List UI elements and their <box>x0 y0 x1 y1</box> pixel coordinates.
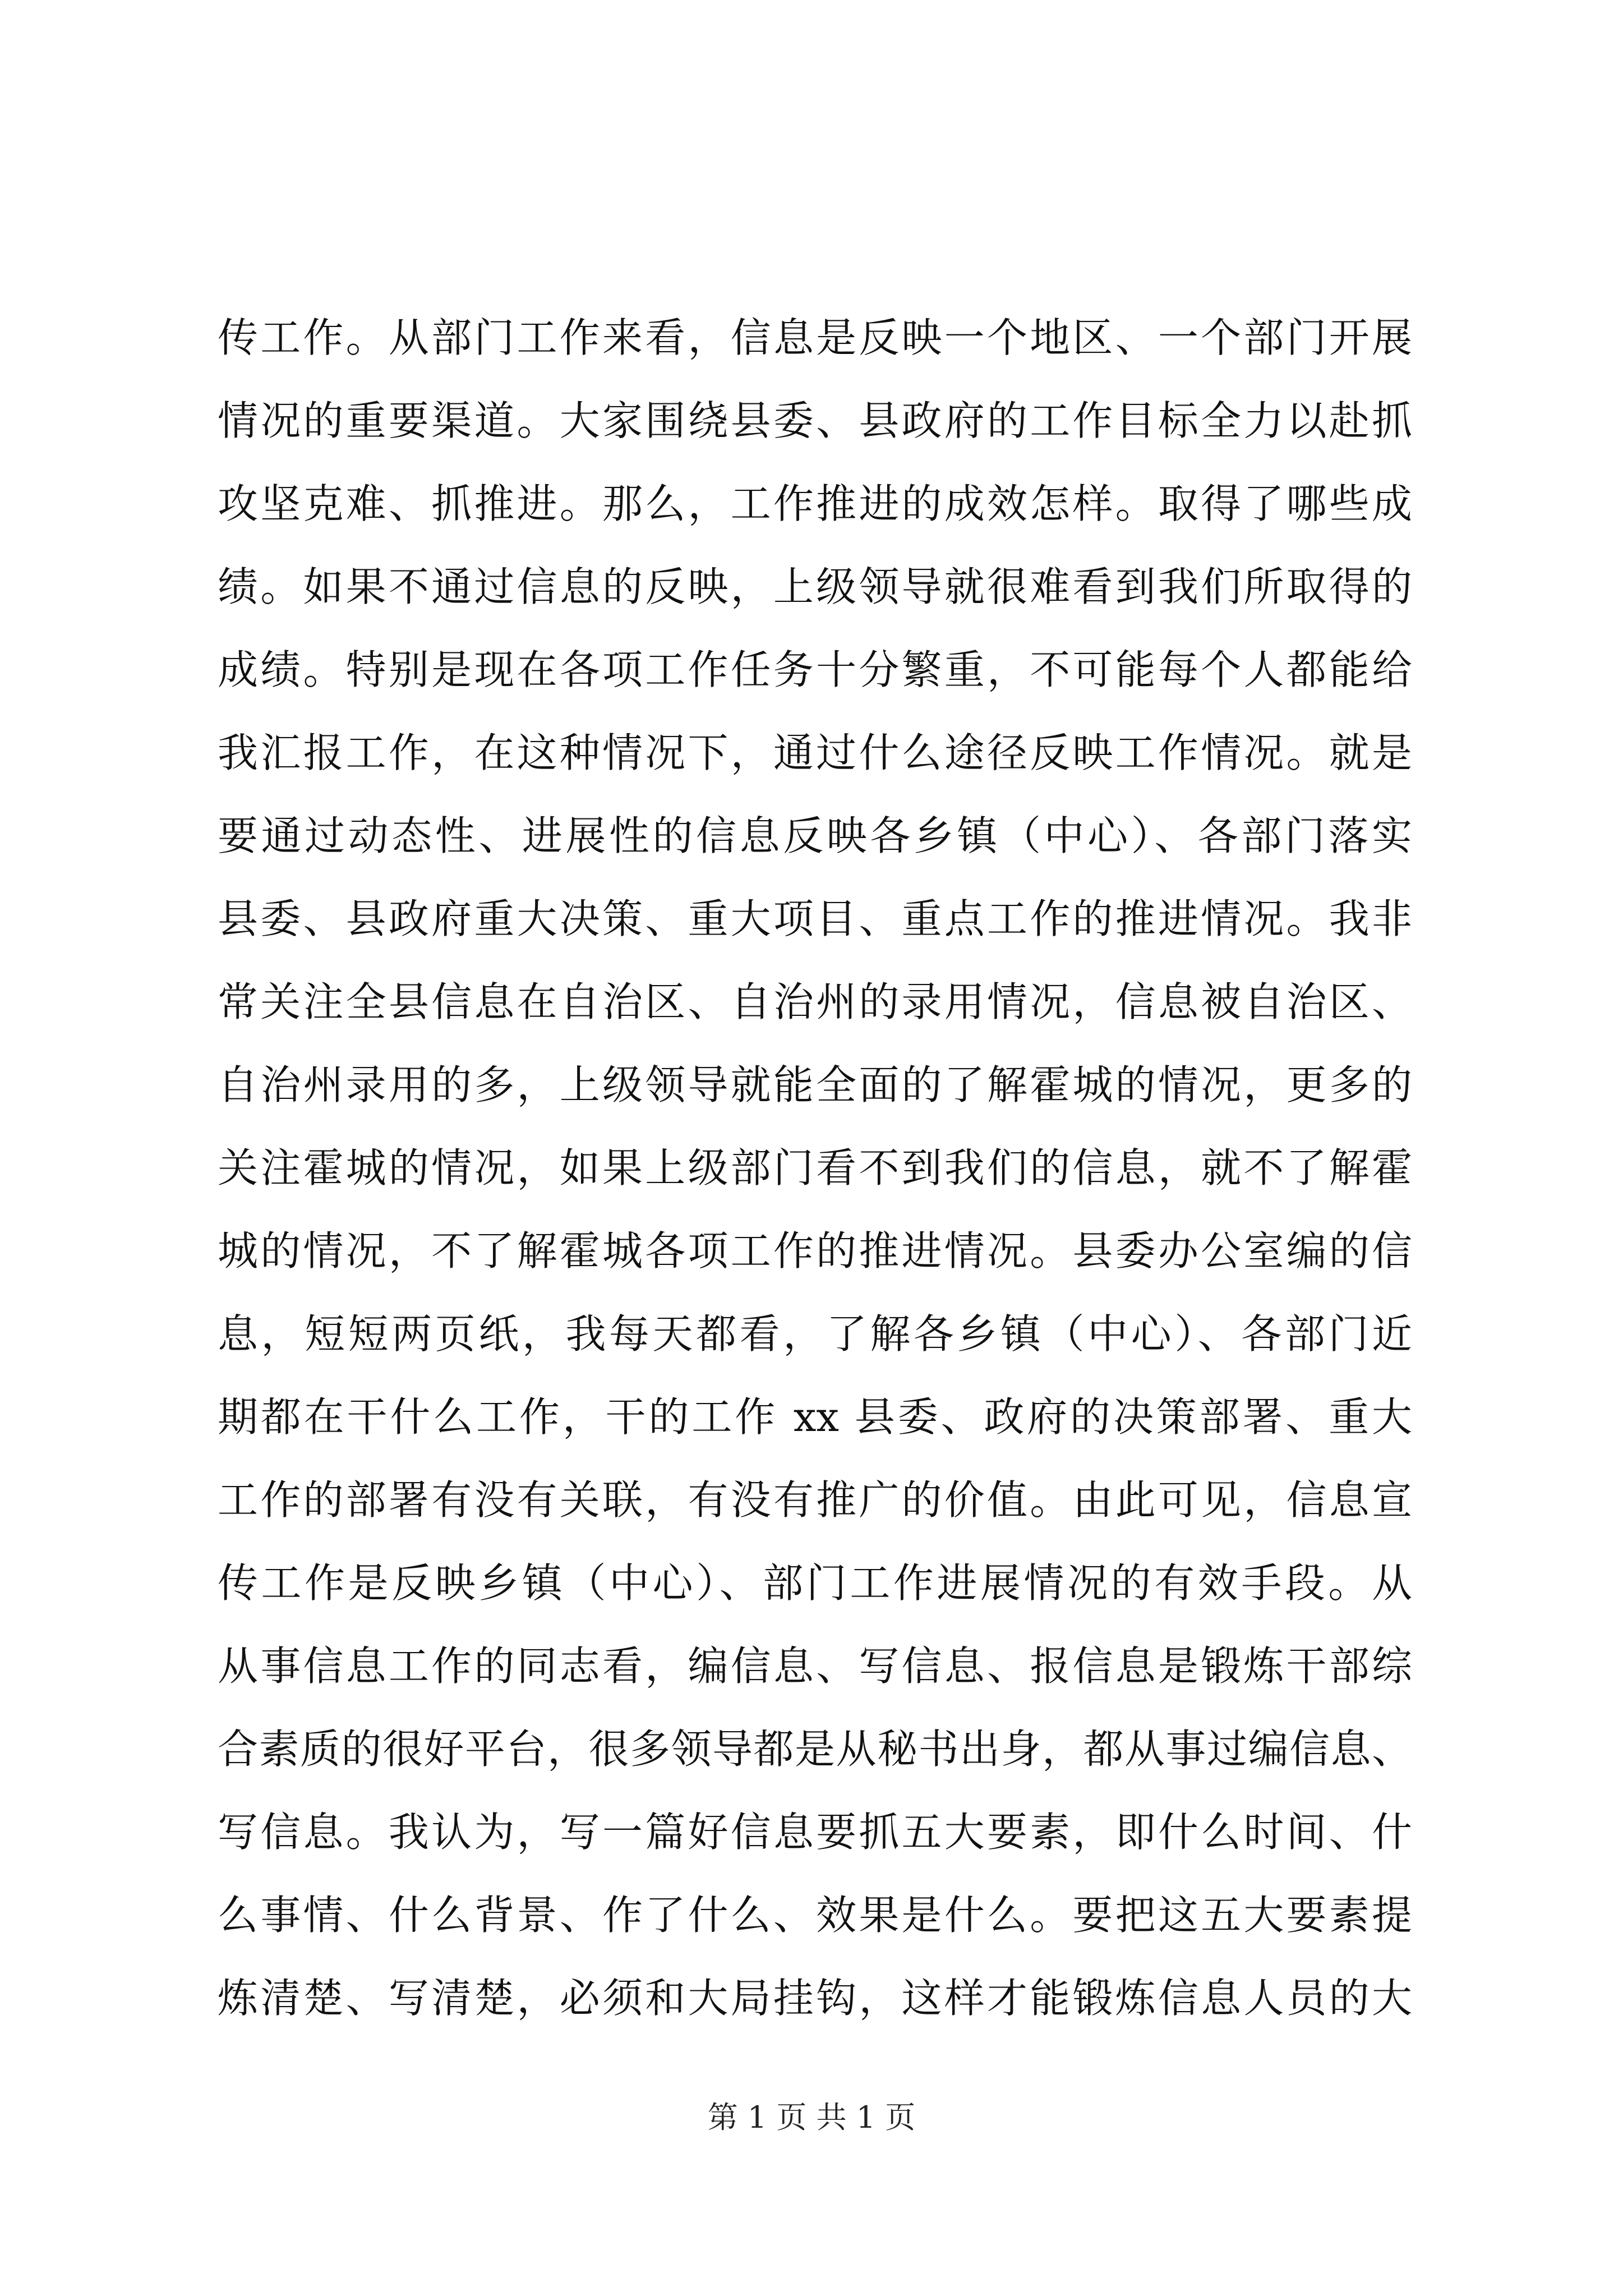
text-line: 成绩。特别是现在各项工作任务十分繁重，不可能每个人都能给 <box>218 646 1412 693</box>
text-line: 传工作。从部门工作来看，信息是反映一个地区、一个部门开展 <box>218 314 1412 361</box>
text-line: 攻坚克难、抓推进。那么，工作推进的成效怎样。取得了哪些成 <box>218 480 1412 527</box>
text-line: 传工作是反映乡镇（中心）、部门工作进展情况的有效手段。从 <box>218 1559 1412 1607</box>
text-line: 合素质的很好平台，很多领导都是从秘书出身，都从事过编信息、 <box>218 1726 1412 1773</box>
text-line: 写信息。我认为，写一篇好信息要抓五大要素，即什么时间、什 <box>218 1809 1412 1856</box>
body-text <box>218 296 1412 2040</box>
text-line: 工作的部署有没有关联，有没有推广的价值。由此可见，信息宣 <box>218 1476 1412 1524</box>
text-line: 情况的重要渠道。大家围绕县委、县政府的工作目标全力以赴抓 <box>218 397 1412 444</box>
text-line: 县委、县政府重大决策、重大项目、重点工作的推进情况。我非 <box>218 895 1412 942</box>
text-line: 么事情、什么背景、作了什么、效果是什么。要把这五大要素提 <box>218 1892 1412 1939</box>
text-line: 常关注全县信息在自治区、自治州的录用情况，信息被自治区、 <box>218 978 1412 1025</box>
text-line: 绩。如果不通过信息的反映，上级领导就很难看到我们所取得的 <box>218 563 1412 610</box>
text-line: 期都在干什么工作，干的工作 xx 县委、政府的决策部署、重大 <box>218 1393 1412 1441</box>
text-line: 我汇报工作，在这种情况下，通过什么途径反映工作情况。就是 <box>218 729 1412 776</box>
text-line: 从事信息工作的同志看，编信息、写信息、报信息是锻炼干部综 <box>218 1642 1412 1690</box>
text-line: 炼清楚、写清楚，必须和大局挂钩，这样才能锻炼信息人员的大 <box>218 1975 1412 2022</box>
text-line: 城的情况，不了解霍城各项工作的推进情况。县委办公室编的信 <box>218 1227 1412 1274</box>
text-line: 自治州录用的多，上级领导就能全面的了解霍城的情况，更多的 <box>218 1061 1412 1108</box>
text-line: 关注霍城的情况，如果上级部门看不到我们的信息，就不了解霍 <box>218 1144 1412 1191</box>
text-line: 要通过动态性、进展性的信息反映各乡镇（中心）、各部门落实 <box>218 812 1412 859</box>
text-line: 息，短短两页纸，我每天都看，了解各乡镇（中心）、各部门近 <box>218 1310 1412 1358</box>
page-footer: 第 1 页 共 1 页 <box>707 2100 916 2135</box>
